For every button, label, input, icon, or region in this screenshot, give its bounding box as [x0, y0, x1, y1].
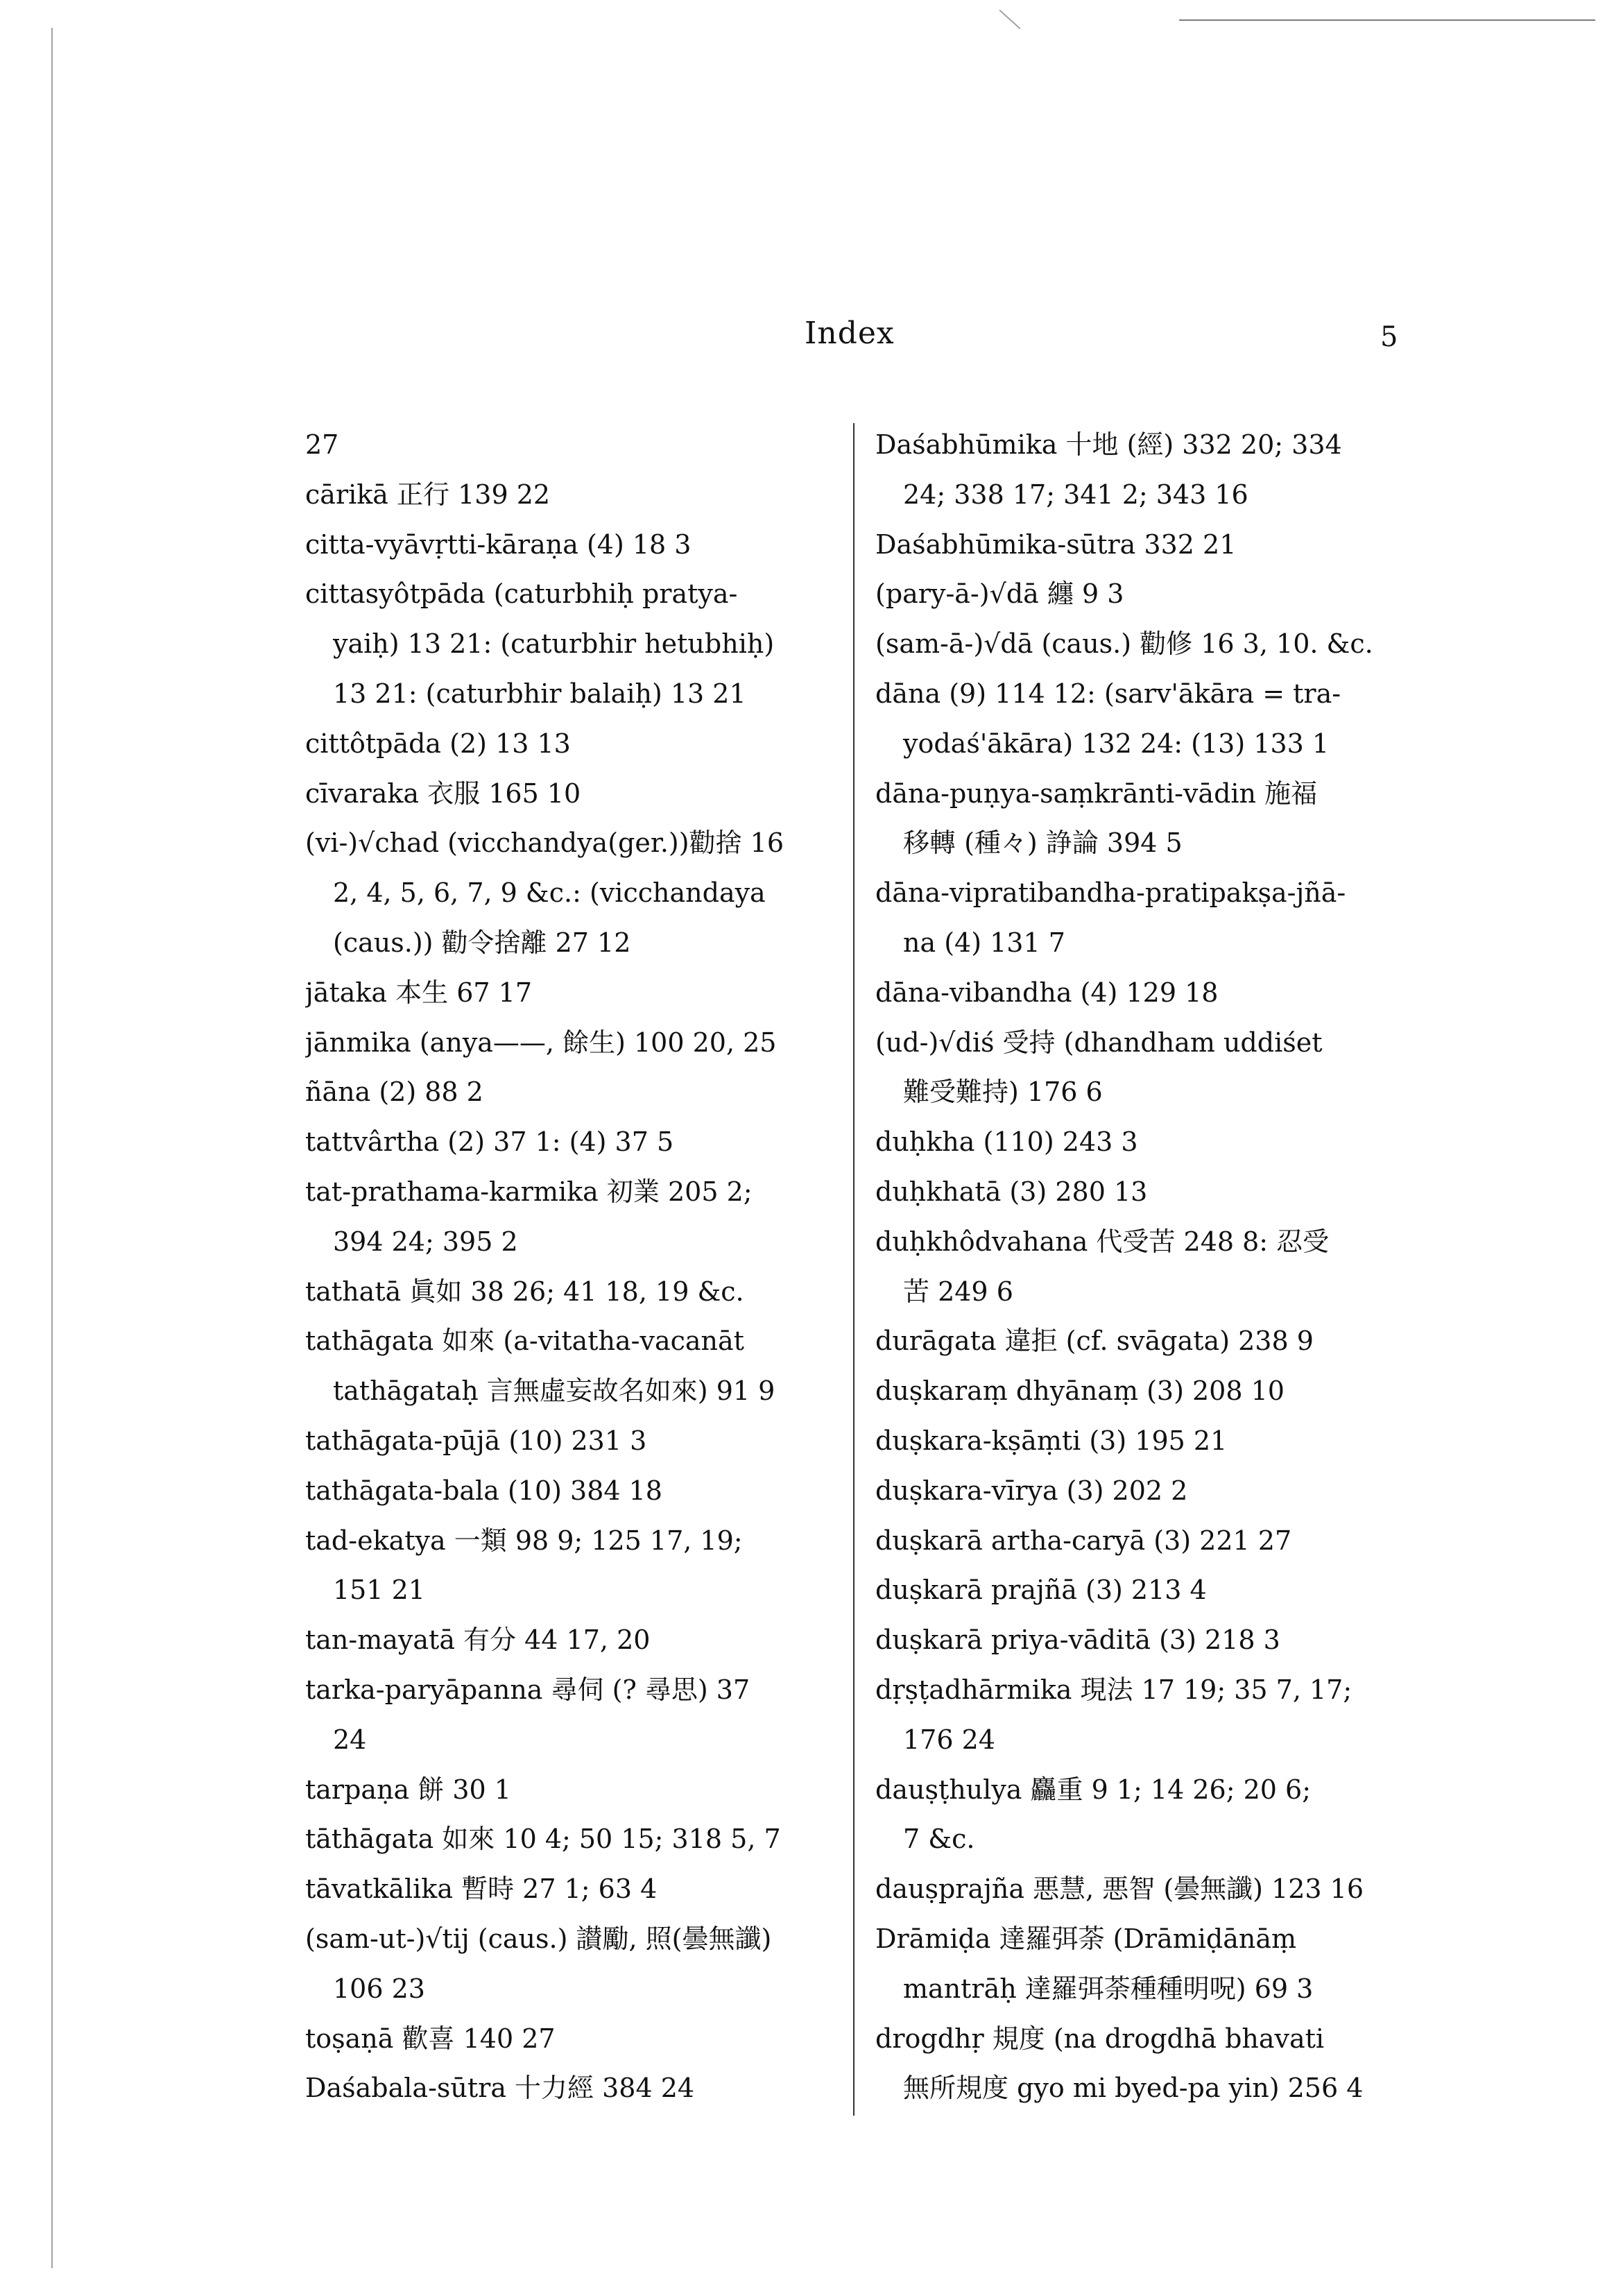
index-entry-line: dāna (9) 114 12: (sarv'ākāra = tra- — [875, 678, 1341, 709]
index-entry-line: tan-mayatā 有分 44 17, 20 — [305, 1625, 651, 1656]
index-entry-line: (sam-ā-)√dā (caus.) 勸修 16 3, 10. &c. — [875, 628, 1373, 660]
index-entry-line: Drāmiḍa 達羅弭荼 (Drāmiḍānāṃ — [875, 1923, 1297, 1954]
index-entry-line: yodaś'ākāra) 132 24: (13) 133 1 — [903, 728, 1330, 759]
index-entry-line: 394 24; 395 2 — [333, 1226, 518, 1257]
index-entry-line: dṛṣṭadhārmika 現法 17 19; 35 7, 17; — [875, 1674, 1352, 1705]
index-entry-line: 151 21 — [333, 1575, 425, 1606]
index-entry-line: 7 &c. — [903, 1824, 975, 1855]
index-entry-line: 176 24 — [903, 1724, 995, 1755]
index-entry-line: tathāgata 如來 (a-vitatha-vacanāt — [305, 1326, 744, 1357]
scan-edge-line — [51, 28, 53, 2268]
index-entry-line: 24; 338 17; 341 2; 343 16 — [903, 479, 1248, 510]
index-entry-line: duḥkhatā (3) 280 13 — [875, 1176, 1148, 1207]
index-entry-line: dāna-vipratibandha-pratipakṣa-jñā- — [875, 877, 1346, 909]
index-entry-line: 苦 249 6 — [903, 1276, 1013, 1307]
index-entry-line: jānmika (anya——, 餘生) 100 20, 25 — [305, 1027, 777, 1058]
index-entry-line: tad-ekatya 一類 98 9; 125 17, 19; — [305, 1525, 743, 1556]
index-entry-line: 2, 4, 5, 6, 7, 9 &c.: (vicchandaya — [333, 877, 766, 909]
index-entry-line: tathatā 眞如 38 26; 41 18, 19 &c. — [305, 1276, 744, 1307]
index-entry-line: tāvatkālika 暫時 27 1; 63 4 — [305, 1874, 658, 1905]
index-entry-line: jātaka 本生 67 17 — [305, 977, 532, 1008]
index-entry-line: duṣkarā prajñā (3) 213 4 — [875, 1575, 1207, 1606]
index-entry-line: durāgata 違拒 (cf. svāgata) 238 9 — [875, 1326, 1314, 1357]
index-entry-line: toṣaṇā 歡喜 140 27 — [305, 2023, 556, 2054]
index-entry-line: cīvaraka 衣服 165 10 — [305, 778, 581, 809]
index-entry-line: tathāgata-pūjā (10) 231 3 — [305, 1425, 647, 1456]
index-entry-line: duḥkhôdvahana 代受苦 248 8: 忍受 — [875, 1226, 1330, 1257]
index-entry-line: 27 — [305, 429, 339, 460]
index-entry-line: Daśabhūmika 十地 (經) 332 20; 334 — [875, 429, 1342, 460]
page-number: 5 — [1380, 321, 1398, 353]
index-entry-line: 24 — [333, 1724, 367, 1755]
index-column-left — [305, 420, 860, 2114]
index-entry-line: tarpaṇa 餅 30 1 — [305, 1774, 511, 1805]
index-entry-line: 106 23 — [333, 1973, 425, 2004]
index-entry-line: dauṣṭhulya 麤重 9 1; 14 26; 20 6; — [875, 1774, 1312, 1805]
index-entry-line: (caus.)) 勸令捨離 27 12 — [333, 927, 631, 958]
index-entry-line: tathāgata-bala (10) 384 18 — [305, 1475, 662, 1506]
index-entry-line: 難受難持) 176 6 — [903, 1077, 1103, 1108]
index-entry-line: duṣkara-kṣāṃti (3) 195 21 — [875, 1425, 1228, 1456]
index-entry-line: duṣkarā artha-caryā (3) 221 27 — [875, 1525, 1292, 1556]
column-divider — [853, 423, 855, 2116]
index-entry-line: tattvârtha (2) 37 1: (4) 37 5 — [305, 1126, 674, 1158]
index-entry-line: dāna-puṇya-saṃkrānti-vādin 施福 — [875, 778, 1318, 809]
index-entry-line: dāna-vibandha (4) 129 18 — [875, 977, 1219, 1008]
index-entry-line: (pary-ā-)√dā 纏 9 3 — [875, 579, 1124, 610]
index-entry-line: (ud-)√diś 受持 (dhandham uddiśet — [875, 1027, 1323, 1058]
index-entry-line: tathāgataḥ 言無虛妄故名如來) 91 9 — [333, 1376, 775, 1407]
index-entry-line: Daśabala-sūtra 十力經 384 24 — [305, 2073, 695, 2104]
index-entry-line: duḥkha (110) 243 3 — [875, 1126, 1138, 1158]
index-entry-line: yaiḥ) 13 21: (caturbhir hetubhiḥ) — [333, 628, 775, 660]
index-column-right — [875, 420, 1402, 2114]
index-entry-line: duṣkara-vīrya (3) 202 2 — [875, 1475, 1188, 1506]
index-entry-line: duṣkaraṃ dhyānaṃ (3) 208 10 — [875, 1376, 1285, 1407]
index-entry-line: 無所規度 gyo mi byed-pa yin) 256 4 — [903, 2073, 1364, 2104]
index-entry-line: mantrāḥ 達羅弭荼種種明呪) 69 3 — [903, 1973, 1314, 2004]
index-entry-line: na (4) 131 7 — [903, 927, 1065, 958]
index-entry-line: (vi-)√chad (vicchandya(ger.))勸捨 16 — [305, 828, 784, 859]
index-entry-line: 13 21: (caturbhir balaiḥ) 13 21 — [333, 678, 746, 709]
index-entry-line: 移轉 (種々) 諍論 394 5 — [903, 828, 1183, 859]
index-entry-line: tāthāgata 如來 10 4; 50 15; 318 5, 7 — [305, 1824, 781, 1855]
index-entry-line: tat-prathama-karmika 初業 205 2; — [305, 1176, 753, 1207]
index-entry-line: drogdhṛ 規度 (na drogdhā bhavati — [875, 2023, 1325, 2054]
index-entry-line: cittasyôtpāda (caturbhiḥ pratya- — [305, 579, 738, 610]
index-entry-line: citta-vyāvṛtti-kāraṇa (4) 18 3 — [305, 529, 692, 560]
page-header — [0, 316, 1623, 357]
index-entry-line: Daśabhūmika-sūtra 332 21 — [875, 529, 1237, 560]
scan-top-rule — [1179, 19, 1595, 21]
index-entry-line: duṣkarā priya-vāditā (3) 218 3 — [875, 1625, 1280, 1656]
index-entry-line: ñāna (2) 88 2 — [305, 1077, 483, 1108]
index-entry-line: tarka-paryāpanna 尋伺 (? 尋思) 37 — [305, 1674, 750, 1705]
index-entry-line: cārikā 正行 139 22 — [305, 479, 551, 510]
index-entry-line: cittôtpāda (2) 13 13 — [305, 728, 571, 759]
scan-mark — [999, 10, 1020, 29]
page-title: Index — [805, 316, 895, 351]
index-entry-line: (sam-ut-)√tij (caus.) 讃勵, 照(曇無讖) — [305, 1923, 772, 1954]
index-entry-line: dauṣprajña 悪慧, 悪智 (曇無讖) 123 16 — [875, 1874, 1364, 1905]
